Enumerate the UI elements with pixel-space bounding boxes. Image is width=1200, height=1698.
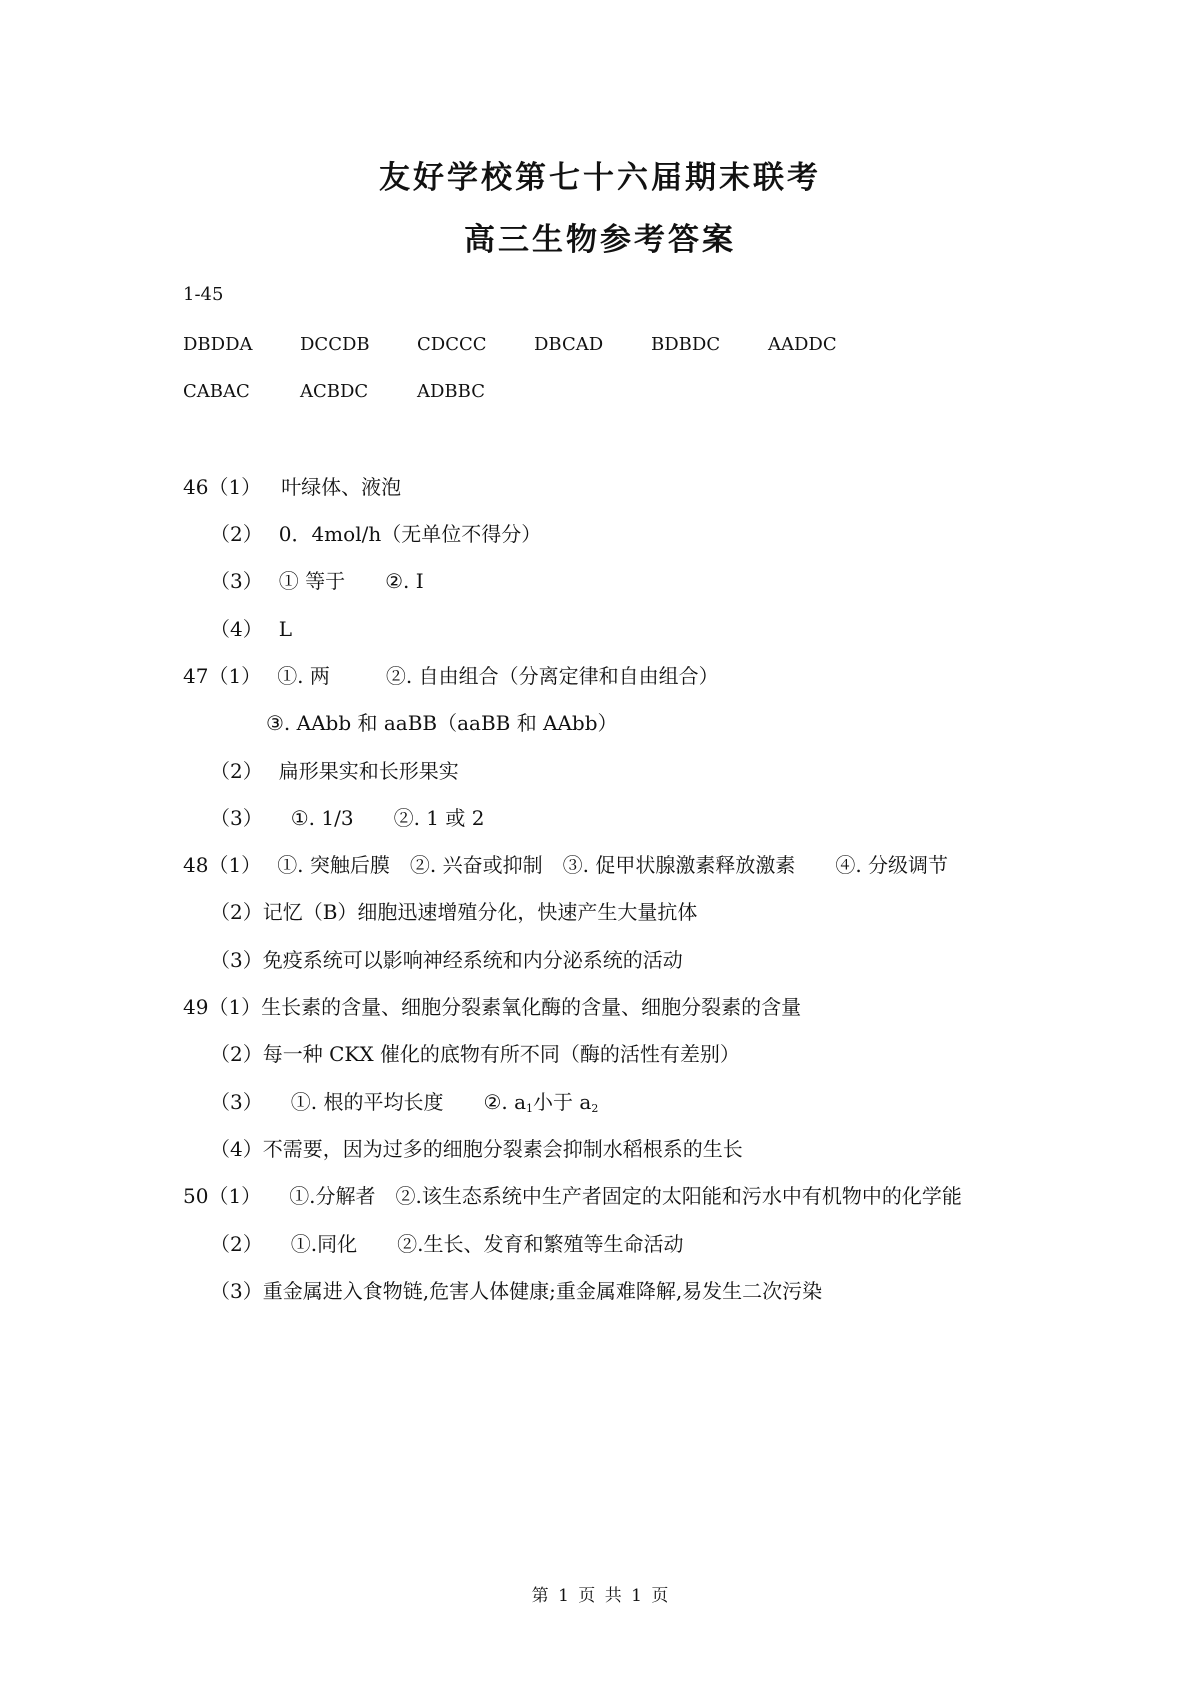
part-label: （2）	[210, 1232, 263, 1256]
q47-part3	[210, 805, 484, 831]
answer-text: 叶绿体、液泡	[281, 475, 402, 499]
answer-text: ②. $a_1$小于 $a_2$	[483, 1090, 599, 1115]
answer-text: ④. 分级调节	[835, 853, 949, 877]
mc-answer-group: CDCCC	[417, 334, 487, 355]
part-label: （4）	[210, 617, 263, 641]
q50-part1	[183, 1183, 962, 1209]
q49-part1	[183, 994, 801, 1020]
page-footer: 第 1 页 共 1 页	[531, 1586, 669, 1606]
q46-part1	[183, 474, 401, 500]
part-label: 48（1）	[183, 853, 262, 877]
mc-answer-group: DBDDA	[183, 334, 253, 355]
q50-part3	[210, 1278, 822, 1304]
answer-text: 扁形果实和长形果实	[278, 759, 459, 783]
q47-part2	[210, 758, 459, 784]
q49-part2	[210, 1041, 740, 1067]
answer-text: ①.同化	[290, 1232, 358, 1256]
q46-part4	[210, 616, 292, 642]
q48-part3	[210, 947, 683, 973]
answer-text: ②.生长、发育和繁殖等生命活动	[397, 1232, 684, 1256]
answer-text: ②.该生态系统中生产者固定的太阳能和污水中有机物中的化学能	[395, 1184, 962, 1208]
answer-text: （2）每一种 CKX 催化的底物有所不同（酶的活性有差别）	[210, 1042, 740, 1066]
mc-range-label: 1-45	[183, 284, 224, 305]
q47-part1-continued	[266, 710, 618, 736]
q50-part2	[210, 1231, 683, 1257]
q46-part2	[210, 521, 541, 547]
answer-text: L	[278, 617, 293, 641]
mc-answer-group: AADDC	[768, 334, 837, 355]
mc-answer-group: ACBDC	[300, 381, 369, 402]
answer-text: （2）记忆（B）细胞迅速增殖分化，快速产生大量抗体	[210, 900, 698, 924]
document-subtitle: 高三生物参考答案	[464, 222, 736, 258]
mc-answer-group: DBCAD	[534, 334, 604, 355]
answer-text: ① 等于	[278, 569, 346, 593]
q49-part3	[210, 1089, 598, 1122]
mc-answer-row-1	[183, 332, 885, 358]
part-label: （2）	[210, 522, 263, 546]
answer-text: ①. 突触后膜	[277, 853, 390, 877]
part-label: （2）	[210, 759, 263, 783]
answer-text: （3）免疫系统可以影响神经系统和内分泌系统的活动	[210, 948, 683, 972]
answer-text: （4）不需要，因为过多的细胞分裂素会抑制水稻根系的生长	[210, 1137, 743, 1161]
part-label: （3）	[210, 1090, 263, 1114]
answer-text: ②. 1 或 2	[393, 806, 485, 830]
mc-answer-group: CABAC	[183, 381, 250, 402]
answer-text: ②. I	[385, 569, 424, 593]
answer-text: ③. AAbb 和 aaBB（aaBB 和 AAbb）	[266, 711, 618, 735]
q47-part1	[183, 663, 719, 689]
answer-text: ③. 促甲状腺激素释放激素	[562, 853, 796, 877]
answer-text: ①. 两	[277, 664, 330, 688]
q48-part2	[210, 899, 697, 925]
part-label: （3）	[210, 806, 263, 830]
mc-answer-group: ADBBC	[417, 381, 485, 402]
document-title: 友好学校第七十六届期末联考	[379, 160, 821, 196]
answer-text: ①.分解者	[289, 1184, 376, 1208]
mc-answer-row-2	[183, 379, 534, 405]
q49-part4	[210, 1136, 743, 1162]
part-label: （3）	[210, 569, 263, 593]
mc-answer-group: BDBDC	[651, 334, 721, 355]
q48-part1	[183, 852, 948, 878]
mc-answer-group: DCCDB	[300, 334, 370, 355]
answer-text: 49（1）生长素的含量、细胞分裂素氧化酶的含量、细胞分裂素的含量	[183, 995, 802, 1019]
part-label: 47（1）	[183, 664, 262, 688]
q46-part3	[210, 568, 424, 594]
answer-text: （3）重金属进入食物链,危害人体健康;重金属难降解,易发生二次污染	[210, 1279, 823, 1303]
answer-text: ②. 兴奋或抑制	[409, 853, 543, 877]
answer-text: ①. 1/3	[290, 806, 354, 830]
answer-text: 0．4mol/h（无单位不得分）	[278, 522, 542, 546]
part-label: 50（1）	[183, 1184, 262, 1208]
answer-text: ①. 根的平均长度	[290, 1090, 444, 1114]
part-label: 46（1）	[183, 475, 262, 499]
answer-text: ②. 自由组合（分离定律和自由组合）	[385, 664, 719, 688]
